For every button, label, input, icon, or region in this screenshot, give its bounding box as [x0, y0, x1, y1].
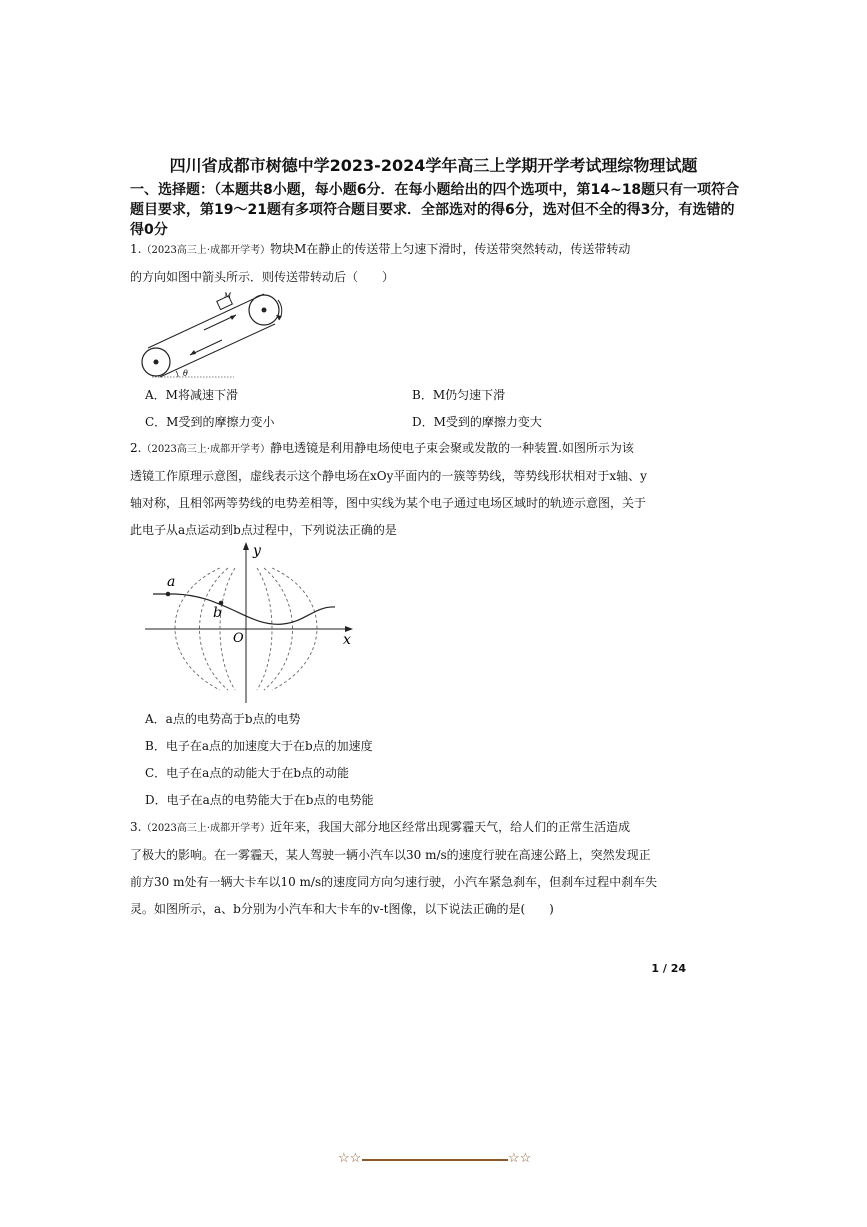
question-2-source: （2023高三上·成都开学考）	[141, 444, 271, 455]
question-3-line-3: 前方30 m处有一辆大卡车以10 m/s的速度同方向匀速行驶，小汽车紧急刹车，但刹车过程中刹车失	[130, 875, 658, 889]
document-title: 四川省成都市树德中学2023-2024学年高三上学期开学考试理综物理试题	[169, 156, 698, 175]
point-a-label: a	[167, 574, 176, 590]
question-3-line-2: 了极大的影响。在一雾霾天，某人驾驶一辆小汽车以30 m/s的速度行驶在高速公路上，突然发现正	[130, 848, 651, 862]
question-1-number: 1.	[130, 242, 142, 256]
question-2-line-4: 此电子从a点运动到b点过程中，下列说法正确的是	[130, 523, 397, 537]
question-1-text	[130, 236, 730, 291]
origin-label: O	[233, 631, 244, 646]
conveyor-belt-figure	[138, 290, 298, 382]
question-1-source: （2023高三上·成都开学考）	[141, 245, 271, 256]
question-3-text	[130, 814, 730, 923]
question-2-stem-1: 静电透镜是利用静电场使电子束会聚或发散的一种装置.如图所示为该	[270, 441, 634, 455]
question-3-line-1	[130, 814, 730, 842]
q1-option-a[interactable]: A．M将减速下滑	[145, 388, 238, 402]
q1-option-d[interactable]: D．M受到的摩擦力变大	[412, 415, 542, 429]
question-2-line-1	[130, 435, 730, 463]
q2-option-b[interactable]: B．电子在a点的加速度大于在b点的加速度	[145, 739, 373, 753]
q1-option-b[interactable]: B．M仍匀速下滑	[412, 388, 506, 402]
theta-label: θ	[183, 369, 188, 378]
q2-option-d[interactable]: D．电子在a点的电势能大于在b点的电势能	[145, 793, 374, 807]
page-number: 1 / 24	[651, 962, 686, 975]
question-3-source: （2023高三上·成都开学考）	[141, 823, 271, 834]
footer-divider	[362, 1159, 508, 1161]
block-m-label: M	[224, 292, 232, 300]
point-b-label: b	[213, 605, 222, 621]
q1-option-c[interactable]: C．M受到的摩擦力变小	[145, 415, 275, 429]
question-2-line-2: 透镜工作原理示意图，虚线表示这个静电场在xOy平面内的一簇等势线，等势线形状相对于x轴、y	[130, 469, 647, 483]
question-1-stem-1: 物块M在静止的传送带上匀速下滑时，传送带突然转动，传送带转动	[270, 242, 631, 256]
electron-trajectory	[153, 594, 335, 624]
electrostatic-lens-figure	[145, 540, 360, 705]
question-2-number: 2.	[130, 441, 142, 455]
x-axis-label: x	[343, 632, 351, 648]
question-1-line-1	[130, 236, 730, 264]
y-axis-label: y	[253, 543, 261, 559]
footer-stars-right-icon: ☆☆	[508, 1151, 532, 1166]
q2-option-c[interactable]: C．电子在a点的动能大于在b点的动能	[145, 766, 350, 780]
section-heading: 一、选择题：（本题共8小题，每小题6分．在每小题给出的四个选项中，第14~18题只有一项符合题目要求，第19～21题有多项符合题目要求．全部选对的得6分，选对但不全的得3分，有选错的得0分	[130, 182, 740, 238]
question-2-line-3: 轴对称，且相邻两等势线的电势差相等，图中实线为某个电子通过电场区域时的轨迹示意图，关于	[130, 496, 647, 510]
question-3-stem-1: 近年来，我国大部分地区经常出现雾霾天气，给人们的正常生活造成	[270, 820, 631, 834]
question-3-line-4: 灵。如图所示，a、b分别为小汽车和大卡车的v-t图像，以下说法正确的是( )	[130, 902, 554, 916]
question-2-text	[130, 435, 730, 544]
point-a	[166, 592, 171, 597]
question-3-number: 3.	[130, 820, 142, 834]
question-1-line-2: 的方向如图中箭头所示．则传送带转动后（ ）	[130, 270, 395, 284]
q2-option-a[interactable]: A．a点的电势高于b点的电势	[145, 712, 301, 726]
footer-stars-left-icon: ☆☆	[338, 1151, 362, 1166]
